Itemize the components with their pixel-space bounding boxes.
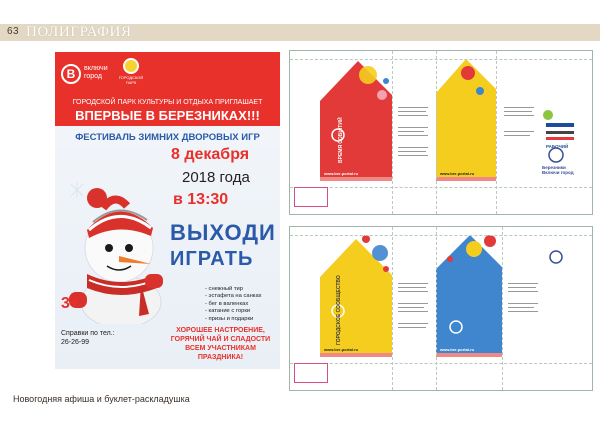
trim-line: [290, 187, 592, 188]
v-logo-text: включи город: [84, 65, 108, 80]
booklet-top-rabochy: РАБОЧИЙ: [546, 144, 569, 149]
poster-festival-title: ФЕСТИВАЛЬ ЗИМНИХ ДВОРОВЫХ ИГР: [75, 132, 260, 143]
page-caption: Новогодняя афиша и буклет-раскладушка: [13, 394, 190, 404]
fold-line: [392, 51, 393, 214]
info-label: Справки по тел.:: [61, 330, 115, 337]
booklet-top-trim-box: [294, 187, 328, 207]
fold-line: [502, 227, 503, 390]
snowflake-icon: [71, 182, 83, 198]
fold-line: [436, 227, 437, 390]
booklet-top-vertical-title: ВРЕМЯ СОБЫТИЙ: [338, 117, 344, 163]
winter-poster: [55, 52, 280, 369]
mood-line: ХОРОШЕЕ НАСТРОЕНИЕ,: [176, 327, 265, 334]
park-emblem-icon: [123, 58, 139, 74]
section-title: ПОЛИГРАФИЯ: [26, 24, 132, 40]
activity-item: - эстафета на санках: [205, 293, 262, 300]
fold-line: [496, 51, 497, 214]
snowman-illustration: [63, 164, 173, 324]
trim-line: [290, 59, 592, 60]
poster-time: в 13:30: [173, 191, 229, 208]
poster-info: [61, 329, 115, 347]
booklet-bottom-url-2: www.ber-portal.ru: [440, 347, 475, 352]
booklet-bottom-vertical-title: ГОРОДСКОЕ СООБЩЕСТВО: [336, 275, 342, 345]
page-number: 63: [7, 26, 20, 37]
poster-mood-text: [163, 326, 278, 362]
park-logo: [115, 58, 147, 90]
vklyuchi-gorod-logo: [61, 60, 115, 88]
trim-line: [290, 235, 592, 236]
poster-play: ИГРАТЬ: [170, 248, 254, 270]
info-phone: 26-26-99: [61, 339, 90, 346]
poster-age-rating: 3+: [61, 295, 80, 312]
activity-item: - катание с горки: [205, 308, 251, 315]
fold-line: [436, 51, 437, 214]
booklet-bottom-trim-box: [294, 363, 328, 383]
poster-year: 2018 года: [182, 169, 250, 186]
poster-first-time: ВПЕРВЫЕ В БЕРЕЗНИКАХ!!!: [75, 108, 260, 123]
booklet-top-artwork: [290, 51, 592, 214]
activity-item: - снежный тир: [205, 286, 244, 292]
park-logo-text: ГОРОДСКОЙ ПАРК: [118, 75, 144, 85]
v-logo-mark: В: [61, 64, 81, 84]
mood-line: ГОРЯЧИЙ ЧАЙ И СЛАДОСТИ: [170, 336, 271, 343]
booklet-top-logo-text: Березники Включи город: [542, 165, 574, 175]
activity-item: - бег в валенках: [205, 300, 249, 307]
mood-line: ВСЕМ УЧАСТНИКАМ ПРАЗДНИКА!: [185, 345, 256, 361]
booklet-top-url-2: www.ber-portal.ru: [440, 171, 475, 176]
poster-date: 8 декабря: [171, 146, 250, 163]
booklet-top-url: www.ber-portal.ru: [324, 171, 359, 176]
trim-line: [290, 363, 592, 364]
booklet-bottom: [289, 226, 593, 391]
poster-activities: [205, 286, 262, 323]
fold-line: [392, 227, 393, 390]
booklet-top: [289, 50, 593, 215]
poster-invite-text: ГОРОДСКОЙ ПАРК КУЛЬТУРЫ И ОТДЫХА ПРИГЛАШАЕТ: [72, 99, 263, 106]
booklet-bottom-url: www.ber-portal.ru: [324, 347, 359, 352]
poster-go-out: ВЫХОДИ: [170, 220, 276, 245]
activity-item: - призы и подарки: [205, 315, 254, 322]
